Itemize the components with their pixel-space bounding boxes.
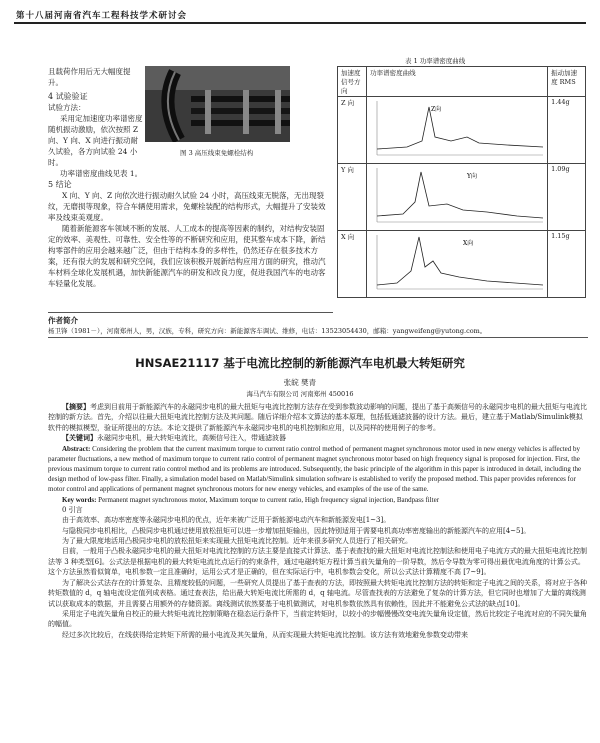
table-row	[338, 231, 586, 298]
intro-p6: 采用定子电流矢量角自校正的最大转矩电流比控制策略在稳态运行条件下，当前定转矩时，以较小的步幅慢慢改变电流矢量角设定值，然后比较定子电流对应的不同矢量角的幅值。	[48, 609, 587, 629]
intro-p7: 经过多次比较后，在线获得给定转矩下所需的最小电流及其矢量角，从而实现最大转矩电流比控制。该方法有效地避免参数变动带来	[62, 630, 468, 639]
col-rms: 振动加速度 RMS	[548, 67, 586, 97]
abstract-cn-label: 【摘要】	[62, 402, 90, 411]
intro-p2: 与隐极同步电机相比，凸极同步电机通过使用放松扭矩可以进一步增加扭矩输出，因此特别适用于需要电机高功率密度输出的新能源汽车的应用[4~5]。	[62, 526, 531, 535]
keywords-en-text: Permanent magnet synchronous motor, Maximum torque to current ratio, High frequency signal injection, Bandpass filter	[98, 495, 440, 504]
keywords-en-label: Key words:	[62, 495, 97, 504]
header-rule	[14, 22, 586, 24]
keywords-cn-text: 永磁同步电机，最大转矩电流比，高频信号注入，带通滤波器	[97, 434, 286, 443]
paper-authors: 张皖 樊青	[283, 378, 317, 387]
figure-3-caption: 图 3 高压线束免螺栓结构	[180, 149, 254, 157]
abstract-cn	[48, 402, 588, 433]
psd-chart-z	[367, 97, 548, 164]
left-p2: 采用定加速度功率谱密度随机振动激励，依次按照 Z 向、Y 向、X 向进行振动耐久试验，各方向试验 24 小时。	[48, 114, 143, 167]
keywords-cn-label: 【关键词】	[62, 433, 97, 443]
row-direction: Z 向	[338, 97, 367, 164]
conclusion-body	[48, 190, 328, 289]
conclusion-p1: X 向、Y 向、Z 向依次进行振动耐久试验 24 小时，高压线束无脱落，无出现裂纹，无磨损等现象，符合车辆使用需求，免螺栓装配的结构形式，大幅提升了安装效率及线束美观度。	[48, 191, 326, 222]
paper-affiliation: 海马汽车有限公司 河南郑州 450016	[246, 390, 354, 398]
row-direction: Y 向	[338, 164, 367, 231]
author-note: 杨卫锋（1981－），河南郑州人，男，汉族，专科，研究方向：新能源客车调试、维修，电话：13523054430，邮箱：yangweifeng@yutong.com。	[48, 327, 487, 335]
intro-p4: 目前，一般用于凸极永磁同步电机的最大扭矩对电流比控制的方法主要是直接式计算法、基于表查找的最大扭矩对电流比控制法和使用电子电流方式的最大扭矩电流比控制法等 3 种类型[6]。公式法是根据电机的最大转矩电流比点运行的约束条件，通过电磁转矩方程计算当前矢量角的一阶导数，然后令导数为零可得出最优电流角度的计算公式。这个方法虽然看似简单，电机参数一定且准确时，运用公式才是正确的，但在实际运行中，电机参数会变化，所以公式法计算精度不高 [7~9]。	[48, 547, 587, 577]
journal-header: 第十八届河南省汽车工程科技学术研讨会	[16, 11, 188, 21]
intro-heading: 0 引言	[62, 505, 83, 514]
section-4-heading: 4 试验验证	[48, 92, 88, 101]
table-1-title: 表 1 功率谱密度曲线	[405, 57, 466, 65]
abstract-en	[48, 444, 588, 495]
author-heading: 作者简介	[48, 316, 78, 325]
chart-label-z: Z向	[431, 106, 442, 113]
abstract-en-label: Abstract:	[62, 444, 91, 453]
section-4-1-heading: 试验方法：	[48, 103, 86, 112]
abstract-en-text: Considering the problem that the current maximum torque to current ratio control method of permanent magnet synchronous motor used in new energy vehicles is affected by parameter fluctuations, a new method of maximum torque to current ratio control of permanent magnet synchronous motor based on high frequency signal is proposed for injection. First, the previous maximum torque to current ratio control method and its problems are introduced. Subsequently, the basic principle of the algorithm in this paper is introduced in detail, including the design method of low-pass filter. Finally, a simulation model based on Matlab/Simulink simulation software is established to verify the proposed method. This paper provides references for motor control and applications of permanent magnet synchronous motors for new energy vehicles, and examples of the use of the same.	[48, 444, 582, 494]
psd-table	[337, 66, 586, 298]
conclusion-p2: 随着新能源客车领域不断的发展、人工成本的提高等因素的制约，对结构安装固定的效率、美观性、可靠性、安全性等的不断研究和应用，使其整车成本下降，新结构零部件的应用会越来越广泛，但由于结构本身的多样性，仍然还存在很多技术方案，还有很大的发展和研究空间，我们应该积极开展新结构应用方面的研究，推动汽车材料全球化发展机遇，加快新能源汽车的研发和改良力度，促进我国汽车的电动客车轻量化发展。	[48, 224, 326, 288]
section-5-heading: 5 结论	[48, 180, 72, 189]
intro-p5: 为了解决公式法存在的计算复杂、且精度较低的问题，一些研究人员提出了基于查表的方法，即按照最大转矩电流比控制方法的转矩和定子电流之间的关系，将对应于各种转矩数值的 d，q 轴电流设定值列成表格。通过查表法，给出最大转矩电流比所需的 d，q 轴电流。尽管查找表的方法避免了复杂的计算方法，但它同时也增加了大量的离线测试以获取成本的数据，并且需要占用额外的存储资源。离线测试依然要基于电机做测试，对电机参数依然具有依赖性，因此并不能避免公式法的缺点[10]。	[48, 578, 587, 608]
figure-3-photo	[145, 66, 290, 142]
intro-p3: 为了最大限度地活用凸极同步电机的放松扭矩来实现最大扭矩电流比控制。近年来很多研究人员进行了相关研究。	[62, 537, 412, 546]
left-column	[48, 66, 143, 190]
keywords-cn	[48, 433, 588, 443]
chart-label-x: X向	[463, 240, 474, 247]
table-row	[338, 97, 586, 164]
article-divider	[48, 337, 588, 338]
author-divider	[48, 312, 333, 313]
row-rms: 1.09g	[548, 164, 586, 231]
intro-p1: 由于高效率、高功率密度等永磁同步电机的优点，近年来被广泛用于新能源电动汽车和新能源发电[1~3]。	[62, 516, 391, 525]
table-header-row	[338, 67, 586, 97]
col-curve: 功率谱密度曲线	[367, 67, 548, 97]
abstract-cn-text: 考虑到目前用于新能源汽车的永磁同步电机的最大扭矩与电流比控制方法存在受到参数波动影响的问题，提出了基于高频信号的永磁同步电机的最大扭矩与电流比控制的新方法。首先，介绍以往最大扭矩电流比控制方法及其问题。随后详细介绍本文算法的基本原理，包括低通滤波器的设计方法。最后，建立基于Matlab/Simulink模拟软件的模拟模型，验证所提出的方法。本论文提供了新能源汽车永磁同步电机的电机控制和应用，以及同样的使用例子的参考。	[48, 403, 587, 432]
row-rms: 1.44g	[548, 97, 586, 164]
paper-title: HNSAE21117 基于电流比控制的新能源汽车电机最大转矩研究	[135, 356, 465, 370]
col-direction: 加速度信号方向	[338, 67, 367, 97]
chart-label-y: Y向	[467, 173, 478, 180]
left-p3: 功率谱密度曲线见表 1。	[60, 169, 143, 178]
psd-chart-y	[367, 164, 548, 231]
row-rms: 1.15g	[548, 231, 586, 298]
paper-body	[48, 402, 588, 640]
table-row	[338, 164, 586, 231]
row-direction: X 向	[338, 231, 367, 298]
keywords-en	[48, 495, 588, 505]
left-p1: 且载荷作用后无大幅度提升。	[48, 67, 131, 87]
psd-chart-x	[367, 231, 548, 298]
